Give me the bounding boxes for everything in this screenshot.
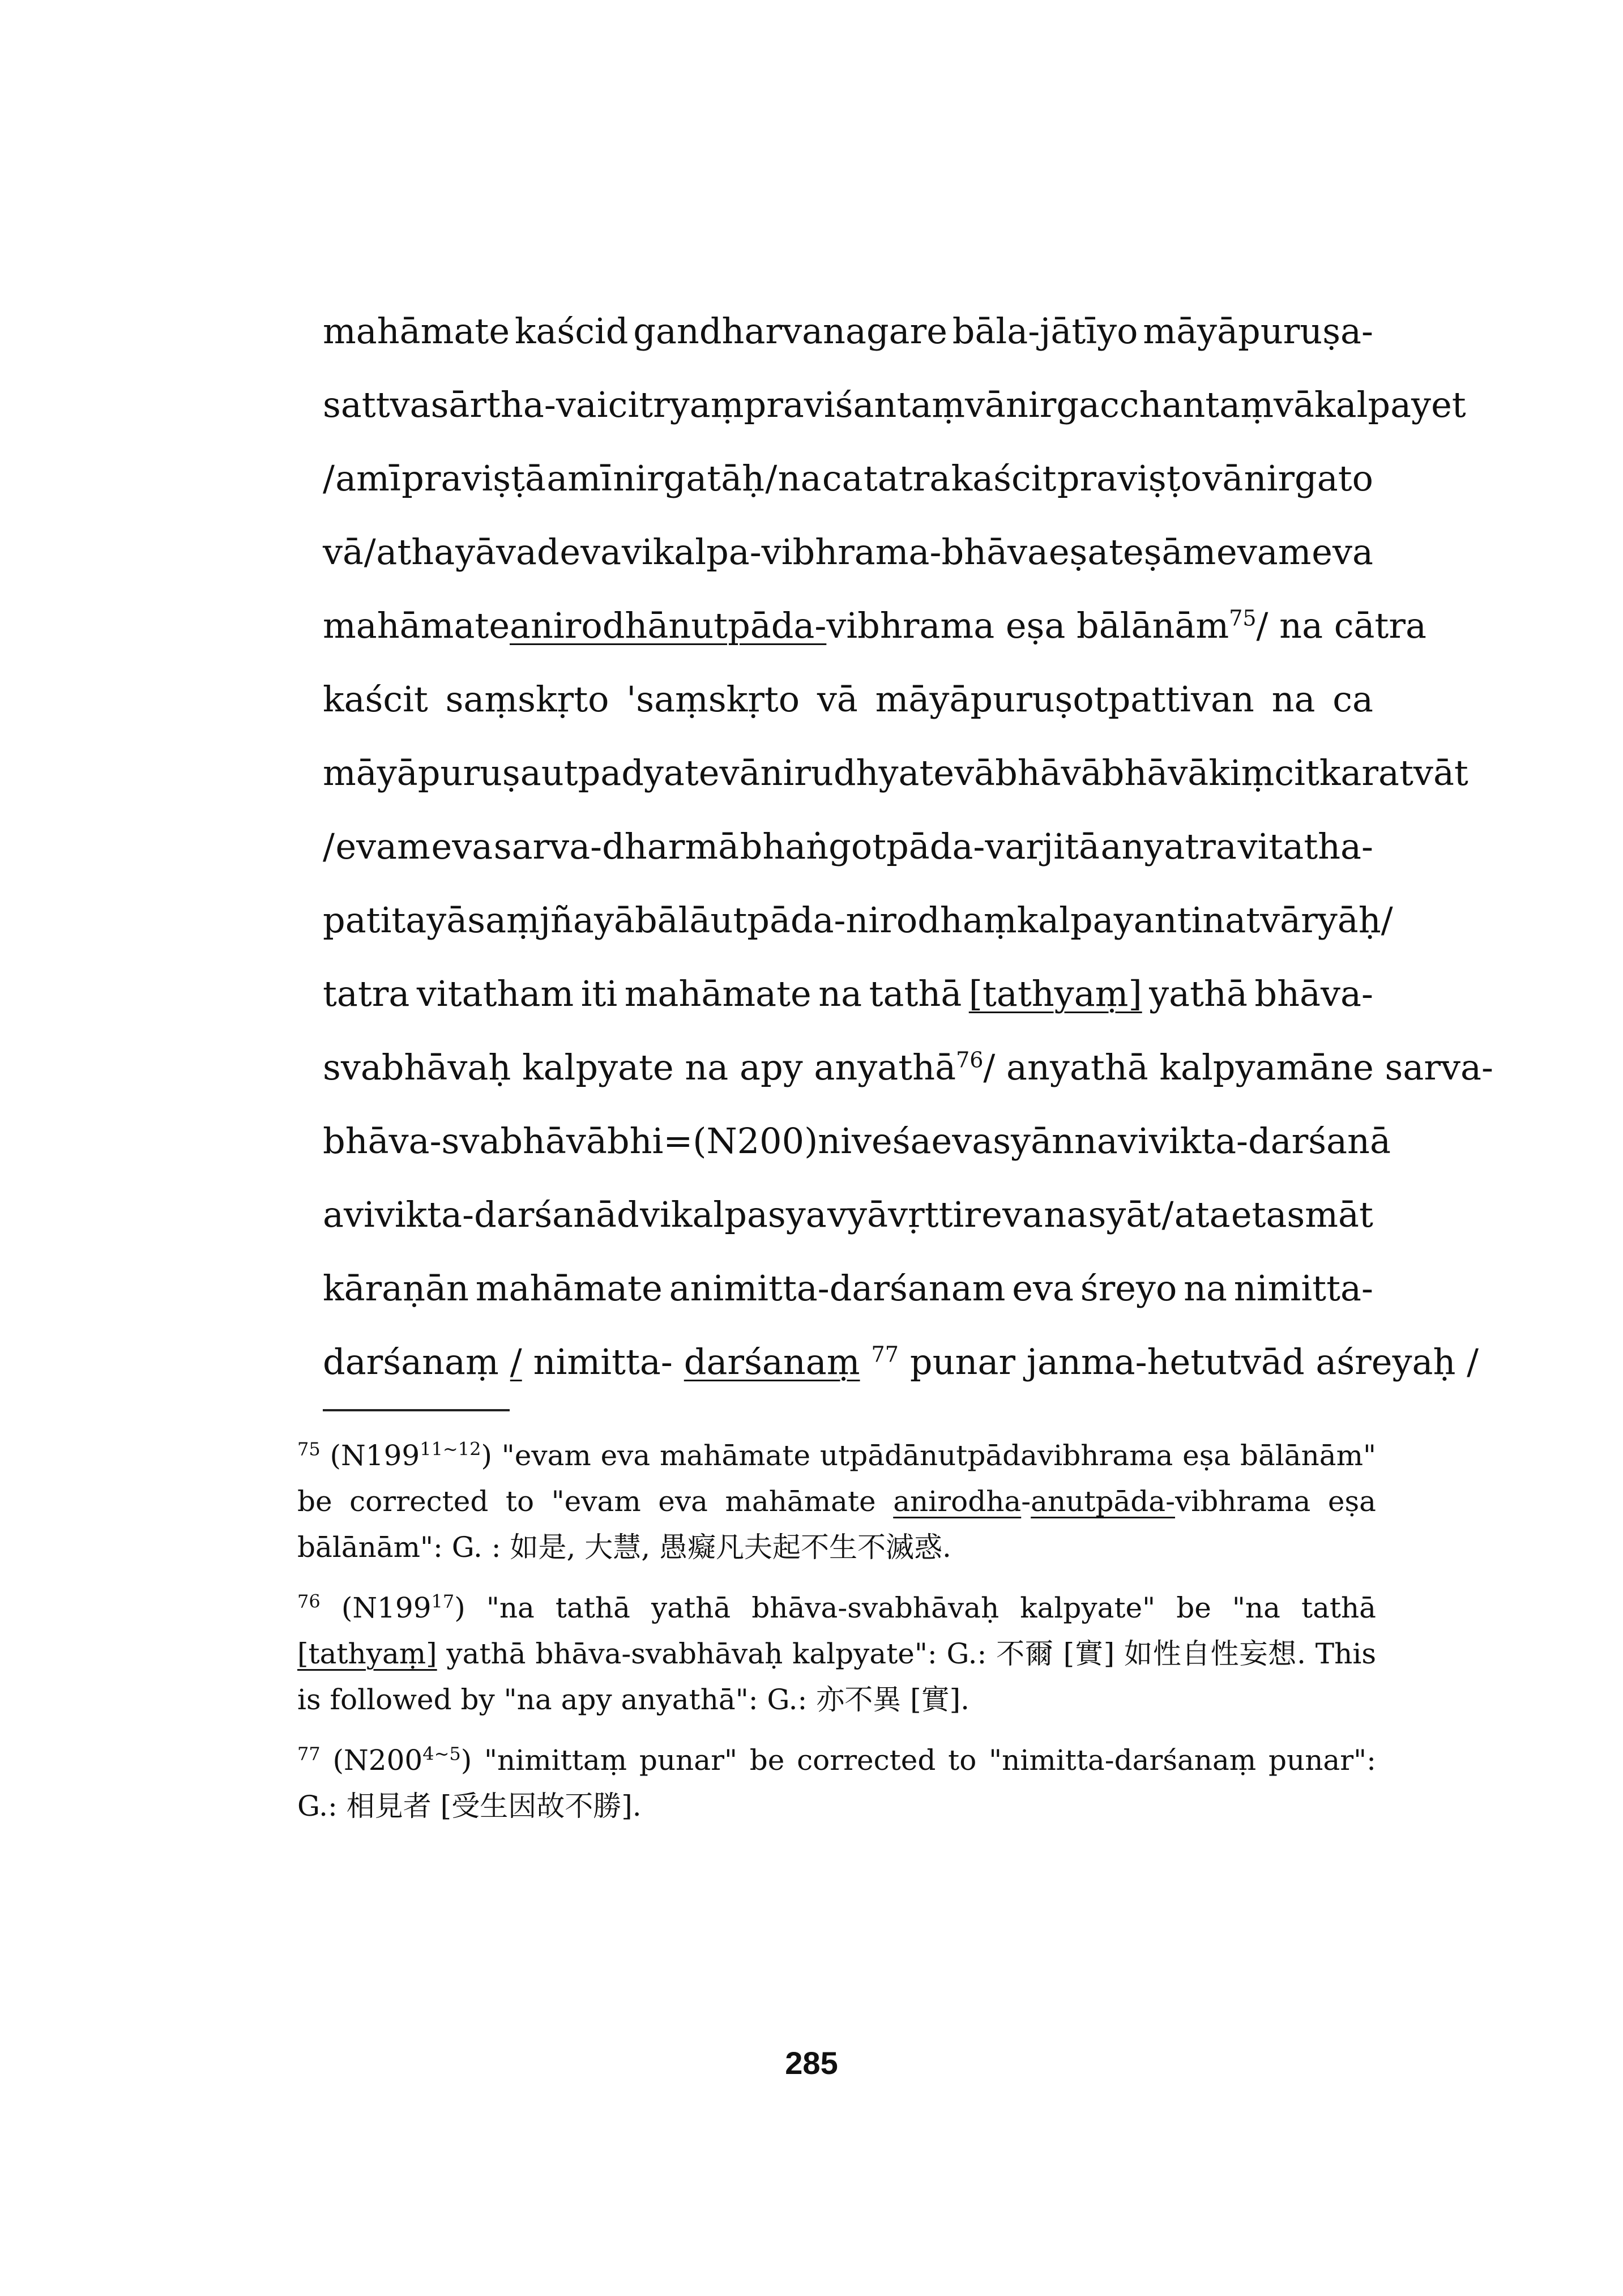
word: utpadyate <box>541 752 720 793</box>
word: vivikta-darśanā <box>1117 1120 1391 1162</box>
word: kalpayanti <box>1016 899 1203 941</box>
footnote-source-ref: (N199 <box>330 1439 420 1472</box>
underlined-text: anutpāda- <box>1031 1485 1175 1518</box>
footnote-75 <box>297 1433 1376 1571</box>
word: vitatham <box>416 973 574 1014</box>
word: tatra <box>323 973 410 1014</box>
word: bhaṅgotpāda-varjitā <box>740 826 1100 867</box>
word: tatra <box>863 458 951 499</box>
word: na <box>1044 1194 1088 1235</box>
word: tv <box>1246 899 1280 941</box>
footnote-76 <box>297 1585 1376 1723</box>
word: amī <box>335 458 401 499</box>
word: yāvad <box>455 531 559 573</box>
word: darśanaṃ <box>323 1341 499 1382</box>
word: kaścit <box>323 678 428 720</box>
word: utpāda-nirodhaṃ <box>710 899 1017 941</box>
text-line-10 <box>323 957 1373 1031</box>
footnote-ref-75[interactable]: 75 <box>1229 605 1257 631</box>
footnote-text: ) "na tathā yathā bhāva-svabhāvaḥ kalpyate" be "na tathā <box>454 1591 1376 1624</box>
main-text <box>323 295 1493 1399</box>
word: eva <box>981 1194 1043 1235</box>
word: mahāmate <box>323 605 510 646</box>
word: / <box>1161 1194 1174 1235</box>
word: bhāvābhāvākiṃcitkaratvāt <box>995 752 1468 793</box>
footnote-77 <box>297 1738 1376 1829</box>
footnote-text: yathā bhāva-svabhāvaḥ kalpyate": G.: 不爾 [實] 如性自性妄想. This is followed by "na apy anyathā": G.: 亦不異 [實]. <box>297 1637 1376 1716</box>
footnote-number: 77 <box>297 1743 321 1765</box>
word: ca <box>822 458 863 499</box>
word: mahāmate <box>475 1268 663 1309</box>
word: evam <box>335 826 430 867</box>
word: syān <box>993 1120 1074 1162</box>
text-line-7 <box>323 736 1468 810</box>
word: vā <box>719 752 761 793</box>
footnote-text: - <box>1021 1485 1031 1518</box>
word: saṃjñayā <box>467 899 635 941</box>
word: na <box>1184 1268 1227 1309</box>
word: nirgatāḥ <box>613 458 765 499</box>
word: vā <box>1274 384 1315 425</box>
word: yathā <box>1149 973 1248 1014</box>
footnote-source-ref: (N200 <box>332 1744 423 1777</box>
underlined-text: anirodha <box>893 1485 1022 1518</box>
word: eṣa <box>1048 531 1109 573</box>
word: / <box>1381 899 1393 941</box>
text-line-5 <box>323 589 1426 663</box>
word: iti <box>580 973 618 1014</box>
word: 'saṃskṛto <box>626 678 800 720</box>
underlined-emendation: darśanaṃ <box>684 1341 860 1382</box>
footnote-text: ) "nimittaṃ punar" be corrected to "nimitta-darśanaṃ punar": G.: 相見者 [受生因故不勝]. <box>297 1744 1376 1823</box>
underlined-slash: / <box>510 1341 522 1382</box>
word: bhāva-svabhāvābhi=(N200)niveśa <box>323 1120 932 1162</box>
word: eva <box>559 531 622 573</box>
text-line-14 <box>323 1252 1373 1325</box>
footnote-line-ref: 17 <box>431 1590 455 1612</box>
word: amī <box>546 458 612 499</box>
footnote-line-ref: 11~12 <box>420 1438 481 1460</box>
word: bhāva- <box>1254 973 1373 1014</box>
word: na <box>1074 1120 1118 1162</box>
word: śreyo <box>1080 1268 1177 1309</box>
word: syāt <box>1088 1194 1161 1235</box>
word: kaścit <box>951 458 1057 499</box>
word: na <box>778 458 822 499</box>
word: patitayā <box>323 899 468 941</box>
word: vā <box>965 384 1006 425</box>
word: na <box>818 973 862 1014</box>
text-line-15 <box>323 1325 1479 1399</box>
phrase: svabhāvaḥ kalpyate na apy anyathā <box>323 1047 956 1088</box>
word: nimitta- <box>533 1341 673 1382</box>
word: bālā <box>634 899 711 941</box>
phrase: punar janma-hetutvād aśreyaḥ / <box>909 1341 1479 1382</box>
text-line-12 <box>323 1104 1391 1178</box>
word: vyāvṛttir <box>827 1194 981 1235</box>
word: na <box>1202 899 1246 941</box>
word: nimitta- <box>1233 1268 1373 1309</box>
word: mahāmate <box>624 973 812 1014</box>
word: praviṣṭā <box>402 458 546 499</box>
word: gandharvanagare <box>633 310 947 352</box>
word: etasmāt <box>1231 1194 1373 1235</box>
word: / <box>323 458 335 499</box>
word: vā <box>323 531 364 573</box>
word: vikalpasya <box>640 1194 827 1235</box>
word: saṃskṛto <box>445 678 609 720</box>
word-group <box>533 1325 899 1399</box>
word: bāla-jātīyo <box>952 310 1138 352</box>
word: eva <box>1312 531 1373 573</box>
word: atha <box>376 531 455 573</box>
word: praviṣṭo <box>1057 458 1202 499</box>
word: sattvasārtha-vaicitryaṃ <box>323 384 744 425</box>
word: sarva-dharmā <box>493 826 740 867</box>
word: ca <box>1332 678 1373 720</box>
word-group <box>510 589 1257 663</box>
underlined-text: [tathyaṃ] <box>297 1637 437 1670</box>
word: kalpayet <box>1314 384 1466 425</box>
word: eva <box>431 826 493 867</box>
footnote-ref-76[interactable]: 76 <box>956 1047 984 1073</box>
word: / <box>323 826 335 867</box>
word: vā <box>817 678 858 720</box>
word: māyāpuruṣotpattivan <box>875 678 1254 720</box>
word-group <box>323 1031 983 1104</box>
word: vā <box>1202 458 1244 499</box>
footnote-separator <box>323 1409 510 1411</box>
word: ata <box>1174 1194 1231 1235</box>
word: / na cātra <box>1256 605 1426 646</box>
word: animitta-darśanam <box>669 1268 1006 1309</box>
word: māyāpuruṣa- <box>1143 310 1373 352</box>
text-line-2 <box>323 368 1466 442</box>
footnote-text: ) "evam eva mahāmate utpādānutpādavibhrama eṣa bālānām" be corrected to "evam eva mahāmate <box>297 1439 1376 1518</box>
page-number: 285 <box>785 2045 838 2081</box>
word: nirgato <box>1244 458 1373 499</box>
word: vikalpa-vibhrama-bhāva <box>621 531 1049 573</box>
word: na <box>1271 678 1316 720</box>
word: vā <box>954 752 996 793</box>
text-line-4 <box>323 515 1373 589</box>
word: / <box>765 458 778 499</box>
word: eva <box>1012 1268 1074 1309</box>
word: vibhrama eṣa bālānām <box>826 605 1229 646</box>
phrase: / anyathā kalpyamāne sarva- <box>983 1047 1493 1088</box>
word: kāraṇān <box>323 1268 469 1309</box>
word: kaścid <box>514 310 629 352</box>
footnotes <box>297 1433 1376 1844</box>
text-line-3 <box>323 442 1373 515</box>
footnote-number: 75 <box>297 1438 321 1460</box>
word: vitatha- <box>1237 826 1373 867</box>
text-line-8 <box>323 810 1373 884</box>
text-line-6 <box>323 663 1373 736</box>
text-line-9 <box>323 884 1393 957</box>
word: mahāmate <box>323 310 510 352</box>
footnote-text: vibhrama eṣa bālānām": G. : 如是, 大慧, 愚癡凡夫起不生不滅惑. <box>297 1485 1376 1564</box>
word: / <box>364 531 376 573</box>
word: nirgacchantaṃ <box>1006 384 1274 425</box>
word: evam <box>1216 531 1312 573</box>
word: teṣām <box>1109 531 1216 573</box>
word: nirudhyate <box>760 752 955 793</box>
word: tathā <box>869 973 962 1014</box>
bracketed-emendation: [tathyaṃ] <box>968 973 1142 1014</box>
word: māyāpuruṣa <box>323 752 541 793</box>
text-line-13 <box>323 1178 1373 1252</box>
word: eva <box>931 1120 993 1162</box>
text-line-11 <box>323 1031 1493 1104</box>
footnote-source-ref: (N199 <box>341 1591 432 1624</box>
underlined-emendation: anirodhānutpāda- <box>510 605 827 646</box>
footnote-number: 76 <box>297 1590 321 1612</box>
word: avivikta-darśanād <box>323 1194 639 1235</box>
footnote-ref-77[interactable]: 77 <box>871 1342 899 1367</box>
word: anyatra <box>1100 826 1237 867</box>
footnote-line-ref: 4~5 <box>422 1743 461 1765</box>
word: āryāḥ <box>1280 899 1381 941</box>
text-line-1 <box>323 295 1373 368</box>
word: praviśantaṃ <box>744 384 966 425</box>
